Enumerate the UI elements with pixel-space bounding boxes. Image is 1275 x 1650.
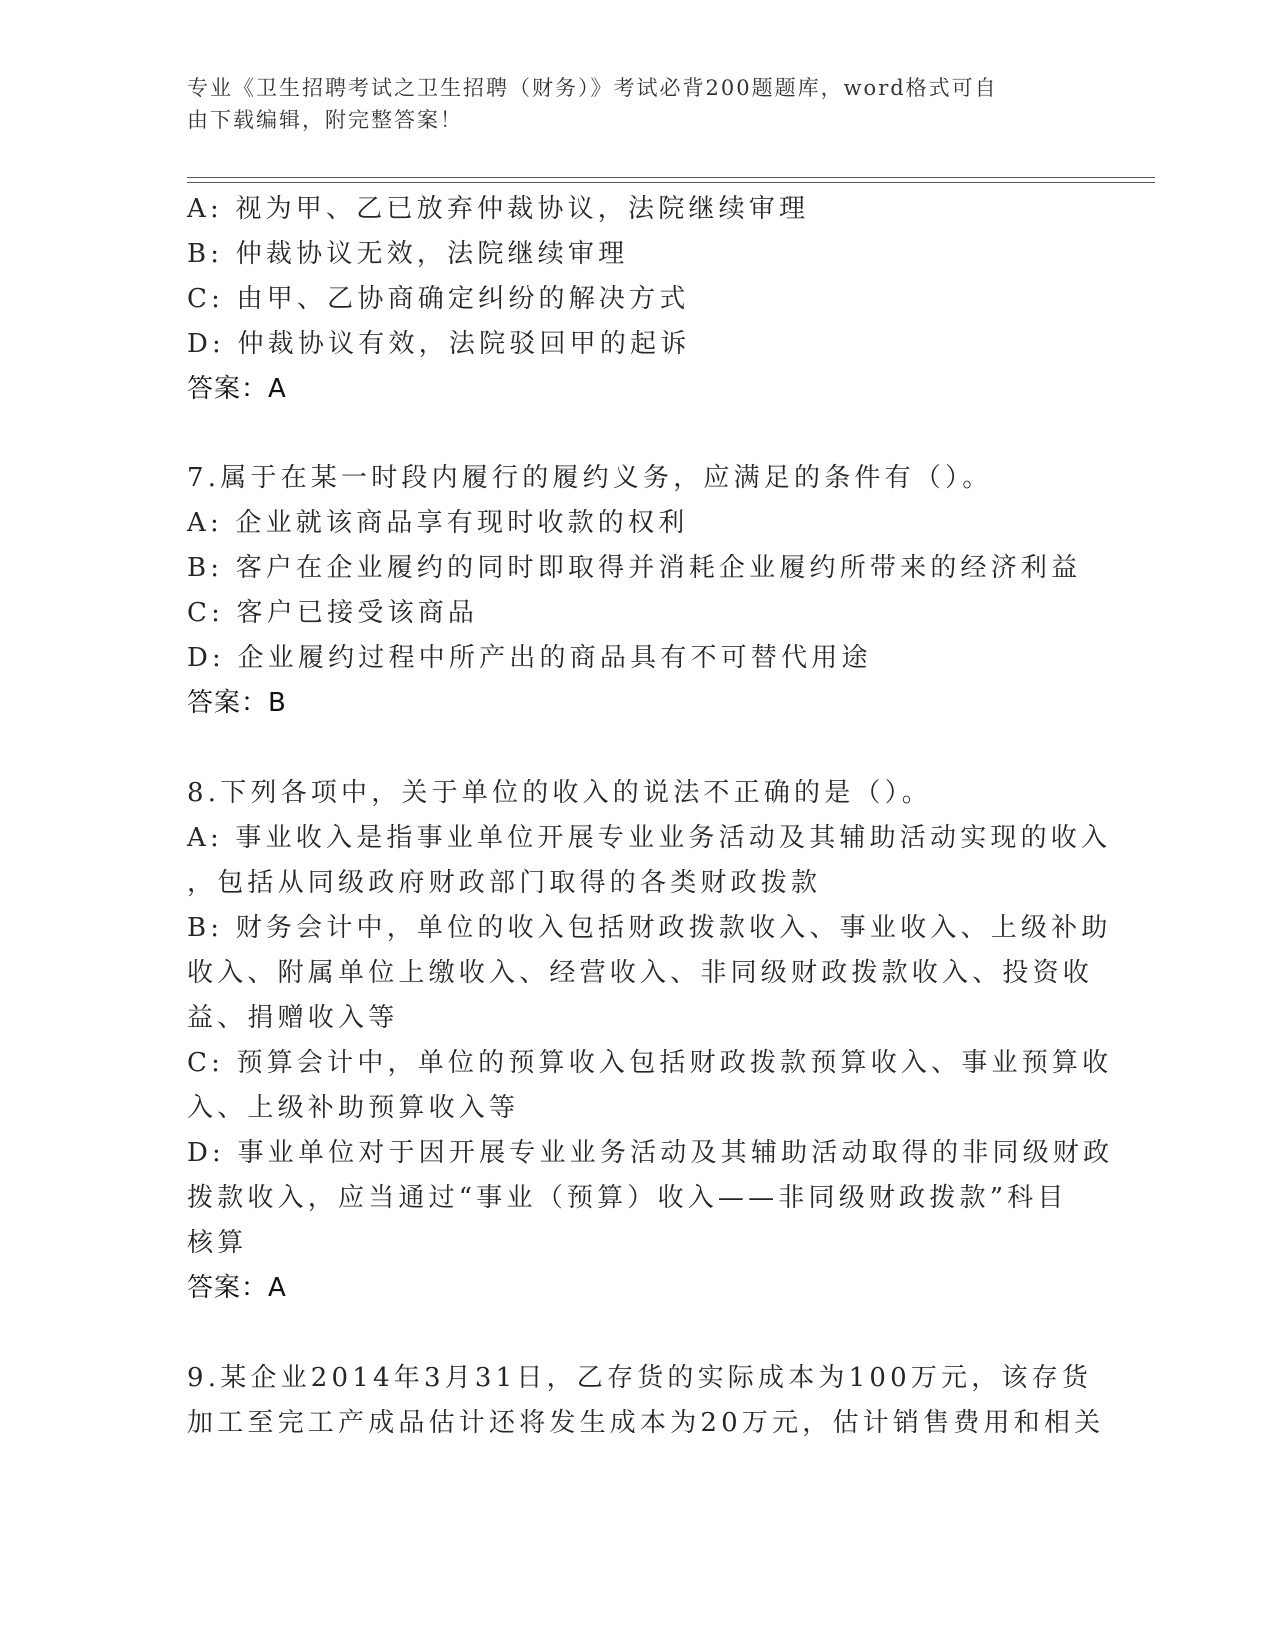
q8-option-c-line-1: C: 预算会计中，单位的预算收入包括财政拨款预算收入、事业预算收 [187,1048,1113,1078]
header-divider-bottom [187,182,1155,183]
q6-answer: 答案：A [187,374,287,404]
q7-option-b: B: 客户在企业履约的同时即取得并消耗企业履约所带来的经济利益 [187,553,1082,583]
q8-option-a-line-1: A: 事业收入是指事业单位开展专业业务活动及其辅助活动实现的收入 [187,823,1112,853]
q7-answer: 答案：B [187,688,287,718]
q8-option-d-line-3: 核算 [187,1228,248,1258]
q8-option-a-line-2: ，包括从同级政府财政部门取得的各类财政拨款 [187,868,822,898]
q8-option-d-line-1: D: 事业单位对于因开展专业业务活动及其辅助活动取得的非同级财政 [187,1138,1114,1168]
q6-option-c: C: 由甲、乙协商确定纠纷的解决方式 [187,284,690,314]
q7-question: 7.属于在某一时段内履行的履约义务，应满足的条件有（）。 [187,463,993,493]
q8-question: 8.下列各项中，关于单位的收入的说法不正确的是（）。 [187,778,933,808]
q8-option-b-line-3: 益、捐赠收入等 [187,1003,399,1033]
q7-option-a: A: 企业就该商品享有现时收款的权利 [187,508,689,538]
document-header [187,72,1067,136]
q8-answer: 答案：A [187,1273,287,1303]
q8-option-d-line-2: 拨款收入，应当通过“事业（预算）收入——非同级财政拨款”科目 [187,1183,1068,1213]
q7-option-d: D: 企业履约过程中所产出的商品具有不可替代用途 [187,643,872,673]
q8-option-b-line-2: 收入、附属单位上缴收入、经营收入、非同级财政拨款收入、投资收 [187,958,1094,988]
q9-question-line-2: 加工至完工产成品估计还将发生成本为20万元，估计销售费用和相关 [187,1408,1105,1438]
header-divider-top [187,177,1155,178]
q9-question-line-1: 9.某企业2014年3月31日，乙存货的实际成本为100万元，该存货 [187,1363,1093,1393]
q8-option-b-line-1: B: 财务会计中，单位的收入包括财政拨款收入、事业收入、上级补助 [187,913,1112,943]
q7-option-c: C: 客户已接受该商品 [187,598,479,628]
header-title-line-2: 由下载编辑，附完整答案！ [187,108,463,132]
header-title-line-1: 专业《卫生招聘考试之卫生招聘（财务）》考试必背200题题库，word格式可自 [187,76,998,100]
q6-option-a: A: 视为甲、乙已放弃仲裁协议，法院继续审理 [187,194,810,224]
q8-option-c-line-2: 入、上级补助预算收入等 [187,1093,520,1123]
q6-option-b: B: 仲裁协议无效，法院继续审理 [187,239,629,269]
q6-option-d: D: 仲裁协议有效，法院驳回甲的起诉 [187,329,691,359]
